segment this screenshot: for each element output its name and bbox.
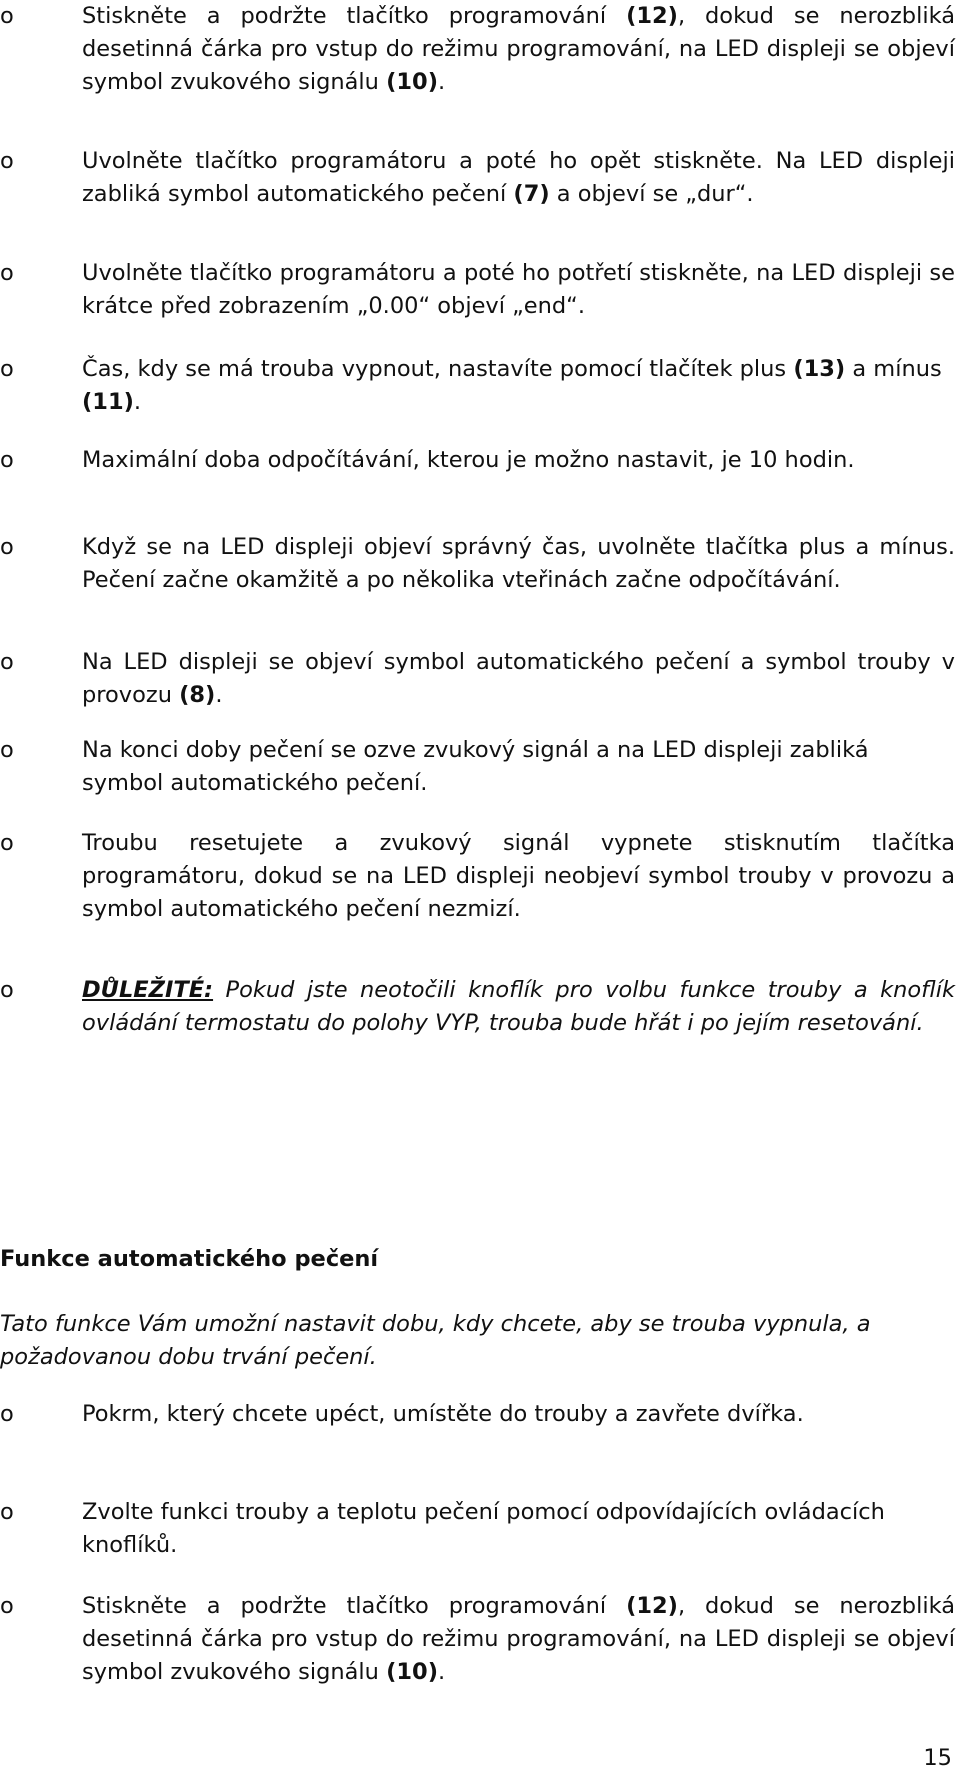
list-item — [0, 1398, 955, 1431]
list-item-text: Čas, kdy se má trouba vypnout, nastavíte pomocí tlačítek plus (13) a mínus (11). — [82, 356, 942, 415]
bullet-marker: o — [0, 649, 14, 675]
list-item — [0, 0, 955, 99]
bullet-marker: o — [0, 148, 14, 174]
list-item-text: Stiskněte a podržte tlačítko programování (12), dokud se nerozbliká desetinná čárka pro vstup do režimu programování, na LED displeji se objeví symbol zvukového signálu (10). — [82, 3, 956, 95]
important-note — [0, 974, 955, 1040]
list-item — [0, 145, 955, 211]
bullet-marker: o — [0, 1401, 14, 1427]
list-item — [0, 257, 955, 323]
bullet-marker: o — [0, 447, 14, 473]
list-item — [0, 646, 955, 712]
list-item — [0, 1496, 955, 1562]
bullet-marker: o — [0, 1593, 14, 1619]
bullet-marker: o — [0, 830, 14, 856]
list-item-text: Uvolněte tlačítko programátoru a poté ho potřetí stiskněte, na LED displeji se krátce před zobrazením „0.00“ objeví „end“. — [82, 260, 955, 319]
bullet-marker: o — [0, 534, 14, 560]
list-item — [0, 531, 955, 597]
bullet-marker: o — [0, 3, 14, 29]
list-item-text: Pokrm, který chcete upéct, umístěte do trouby a zavřete dvířka. — [82, 1401, 804, 1427]
list-item — [0, 734, 955, 800]
list-item-text: Na konci doby pečení se ozve zvukový signál a na LED displeji zabliká symbol automatického pečení. — [82, 737, 869, 796]
list-item-text: Když se na LED displeji objeví správný čas, uvolněte tlačítka plus a mínus. Pečení začne okamžitě a po několika vteřinách začne odpočítávání. — [82, 534, 955, 593]
bullet-marker: o — [0, 356, 14, 382]
list-item-text: Na LED displeji se objeví symbol automatického pečení a symbol trouby v provozu (8). — [82, 649, 955, 708]
list-item — [0, 444, 955, 477]
bullet-marker: o — [0, 737, 14, 763]
page-number: 15 — [923, 1745, 952, 1771]
list-item-text: Uvolněte tlačítko programátoru a poté ho opět stiskněte. Na LED displeji zabliká symbol automatického pečení (7) a objeví se „dur“. — [82, 148, 955, 207]
section-intro: Tato funkce Vám umožní nastavit dobu, kdy chcete, aby se trouba vypnula, a požadovanou dobu trvání pečení. — [0, 1311, 871, 1370]
important-note-text: DŮLEŽITÉ: Pokud jste neotočili knoflík pro volbu funkce trouby a knoflík ovládání termostatu do polohy VYP, trouba bude hřát i po jejím resetování. — [82, 977, 955, 1036]
important-keyword: DŮLEŽITÉ: — [82, 977, 214, 1003]
bullet-marker: o — [0, 1499, 14, 1525]
bullet-marker: o — [0, 977, 14, 1003]
bullet-marker: o — [0, 260, 14, 286]
list-item-text: Stiskněte a podržte tlačítko programování (12), dokud se nerozbliká desetinná čárka pro vstup do režimu programování, na LED displeji se objeví symbol zvukového signálu (10). — [82, 1593, 956, 1685]
list-item — [0, 353, 955, 419]
list-item — [0, 827, 955, 926]
list-item — [0, 1590, 955, 1689]
list-item-text: Troubu resetujete a zvukový signál vypnete stisknutím tlačítka programátoru, dokud se na LED displeji neobjeví symbol trouby v provozu a symbol automatického pečení nezmizí. — [82, 830, 955, 922]
list-item-text: Zvolte funkci trouby a teplotu pečení pomocí odpovídajících ovládacích knoflíků. — [82, 1499, 885, 1558]
list-item-text: Maximální doba odpočítávání, kterou je možno nastavit, je 10 hodin. — [82, 447, 855, 473]
section-heading: Funkce automatického pečení — [0, 1246, 379, 1272]
